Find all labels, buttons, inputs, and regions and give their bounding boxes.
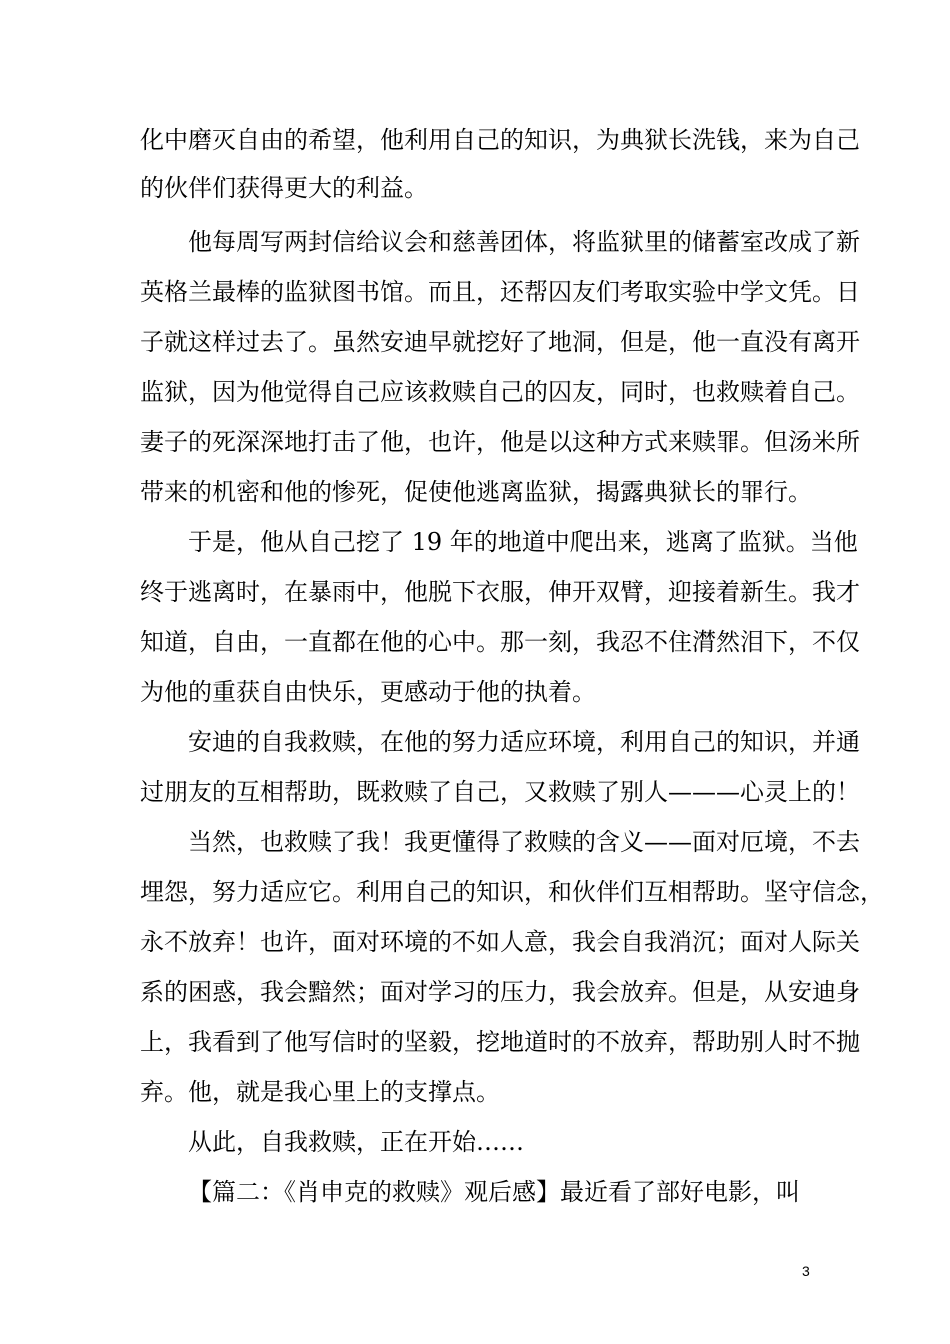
text-line: 上，我看到了他写信时的坚毅，挖地道时的不放弃，帮助别人时不抛	[140, 1028, 860, 1056]
text-line: 子就这样过去了。虽然安迪早就挖好了地洞，但是，他一直没有离开	[140, 328, 860, 356]
text-line: 带来的机密和他的惨死，促使他逃离监狱，揭露典狱长的罪行。	[140, 478, 812, 506]
text-line: 弃。他，就是我心里上的支撑点。	[140, 1078, 500, 1106]
text-line: 知道，自由，一直都在他的心中。那一刻，我忍不住潸然泪下，不仅	[140, 628, 860, 656]
text-line: 监狱，因为他觉得自己应该救赎自己的囚友，同时，也救赎着自己。	[140, 378, 860, 406]
text-line: 终于逃离时，在暴雨中，他脱下衣服，伸开双臂，迎接着新生。我才	[140, 578, 860, 606]
text-line: 当然，也救赎了我！我更懂得了救赎的含义——面对厄境，不去	[188, 828, 860, 856]
text-line: 系的困惑，我会黯然；面对学习的压力，我会放弃。但是，从安迪身	[140, 978, 860, 1006]
text-line: 为他的重获自由快乐，更感动于他的执着。	[140, 678, 596, 706]
text-line: 永不放弃！也许，面对环境的不如人意，我会自我消沉；面对人际关	[140, 928, 860, 956]
text-line: 化中磨灭自由的希望，他利用自己的知识，为典狱长洗钱，来为自己	[140, 126, 860, 154]
text-line: 过朋友的互相帮助，既救赎了自己，又救赎了别人———心灵上的！	[140, 778, 860, 806]
text-line: 妻子的死深深地打击了他，也许，他是以这种方式来赎罪。但汤米所	[140, 428, 860, 456]
text-line: 的伙伴们获得更大的利益。	[140, 174, 428, 202]
text-line: 于是，他从自己挖了 19 年的地道中爬出来，逃离了监狱。当他	[188, 528, 858, 556]
text-line: 他每周写两封信给议会和慈善团体，将监狱里的储蓄室改成了新	[188, 228, 860, 256]
text-line: 从此，自我救赎，正在开始……	[188, 1128, 524, 1156]
text-line: 英格兰最棒的监狱图书馆。而且，还帮囚友们考取实验中学文凭。日	[140, 278, 860, 306]
text-line: 埋怨，努力适应它。利用自己的知识，和伙伴们互相帮助。坚守信念，	[140, 878, 884, 906]
text-line: 安迪的自我救赎，在他的努力适应环境，利用自己的知识，并通	[188, 728, 860, 756]
page-number: 3	[802, 1263, 810, 1279]
text-line: 【篇二：《肖申克的救赎》观后感】最近看了部好电影，叫	[188, 1178, 800, 1206]
